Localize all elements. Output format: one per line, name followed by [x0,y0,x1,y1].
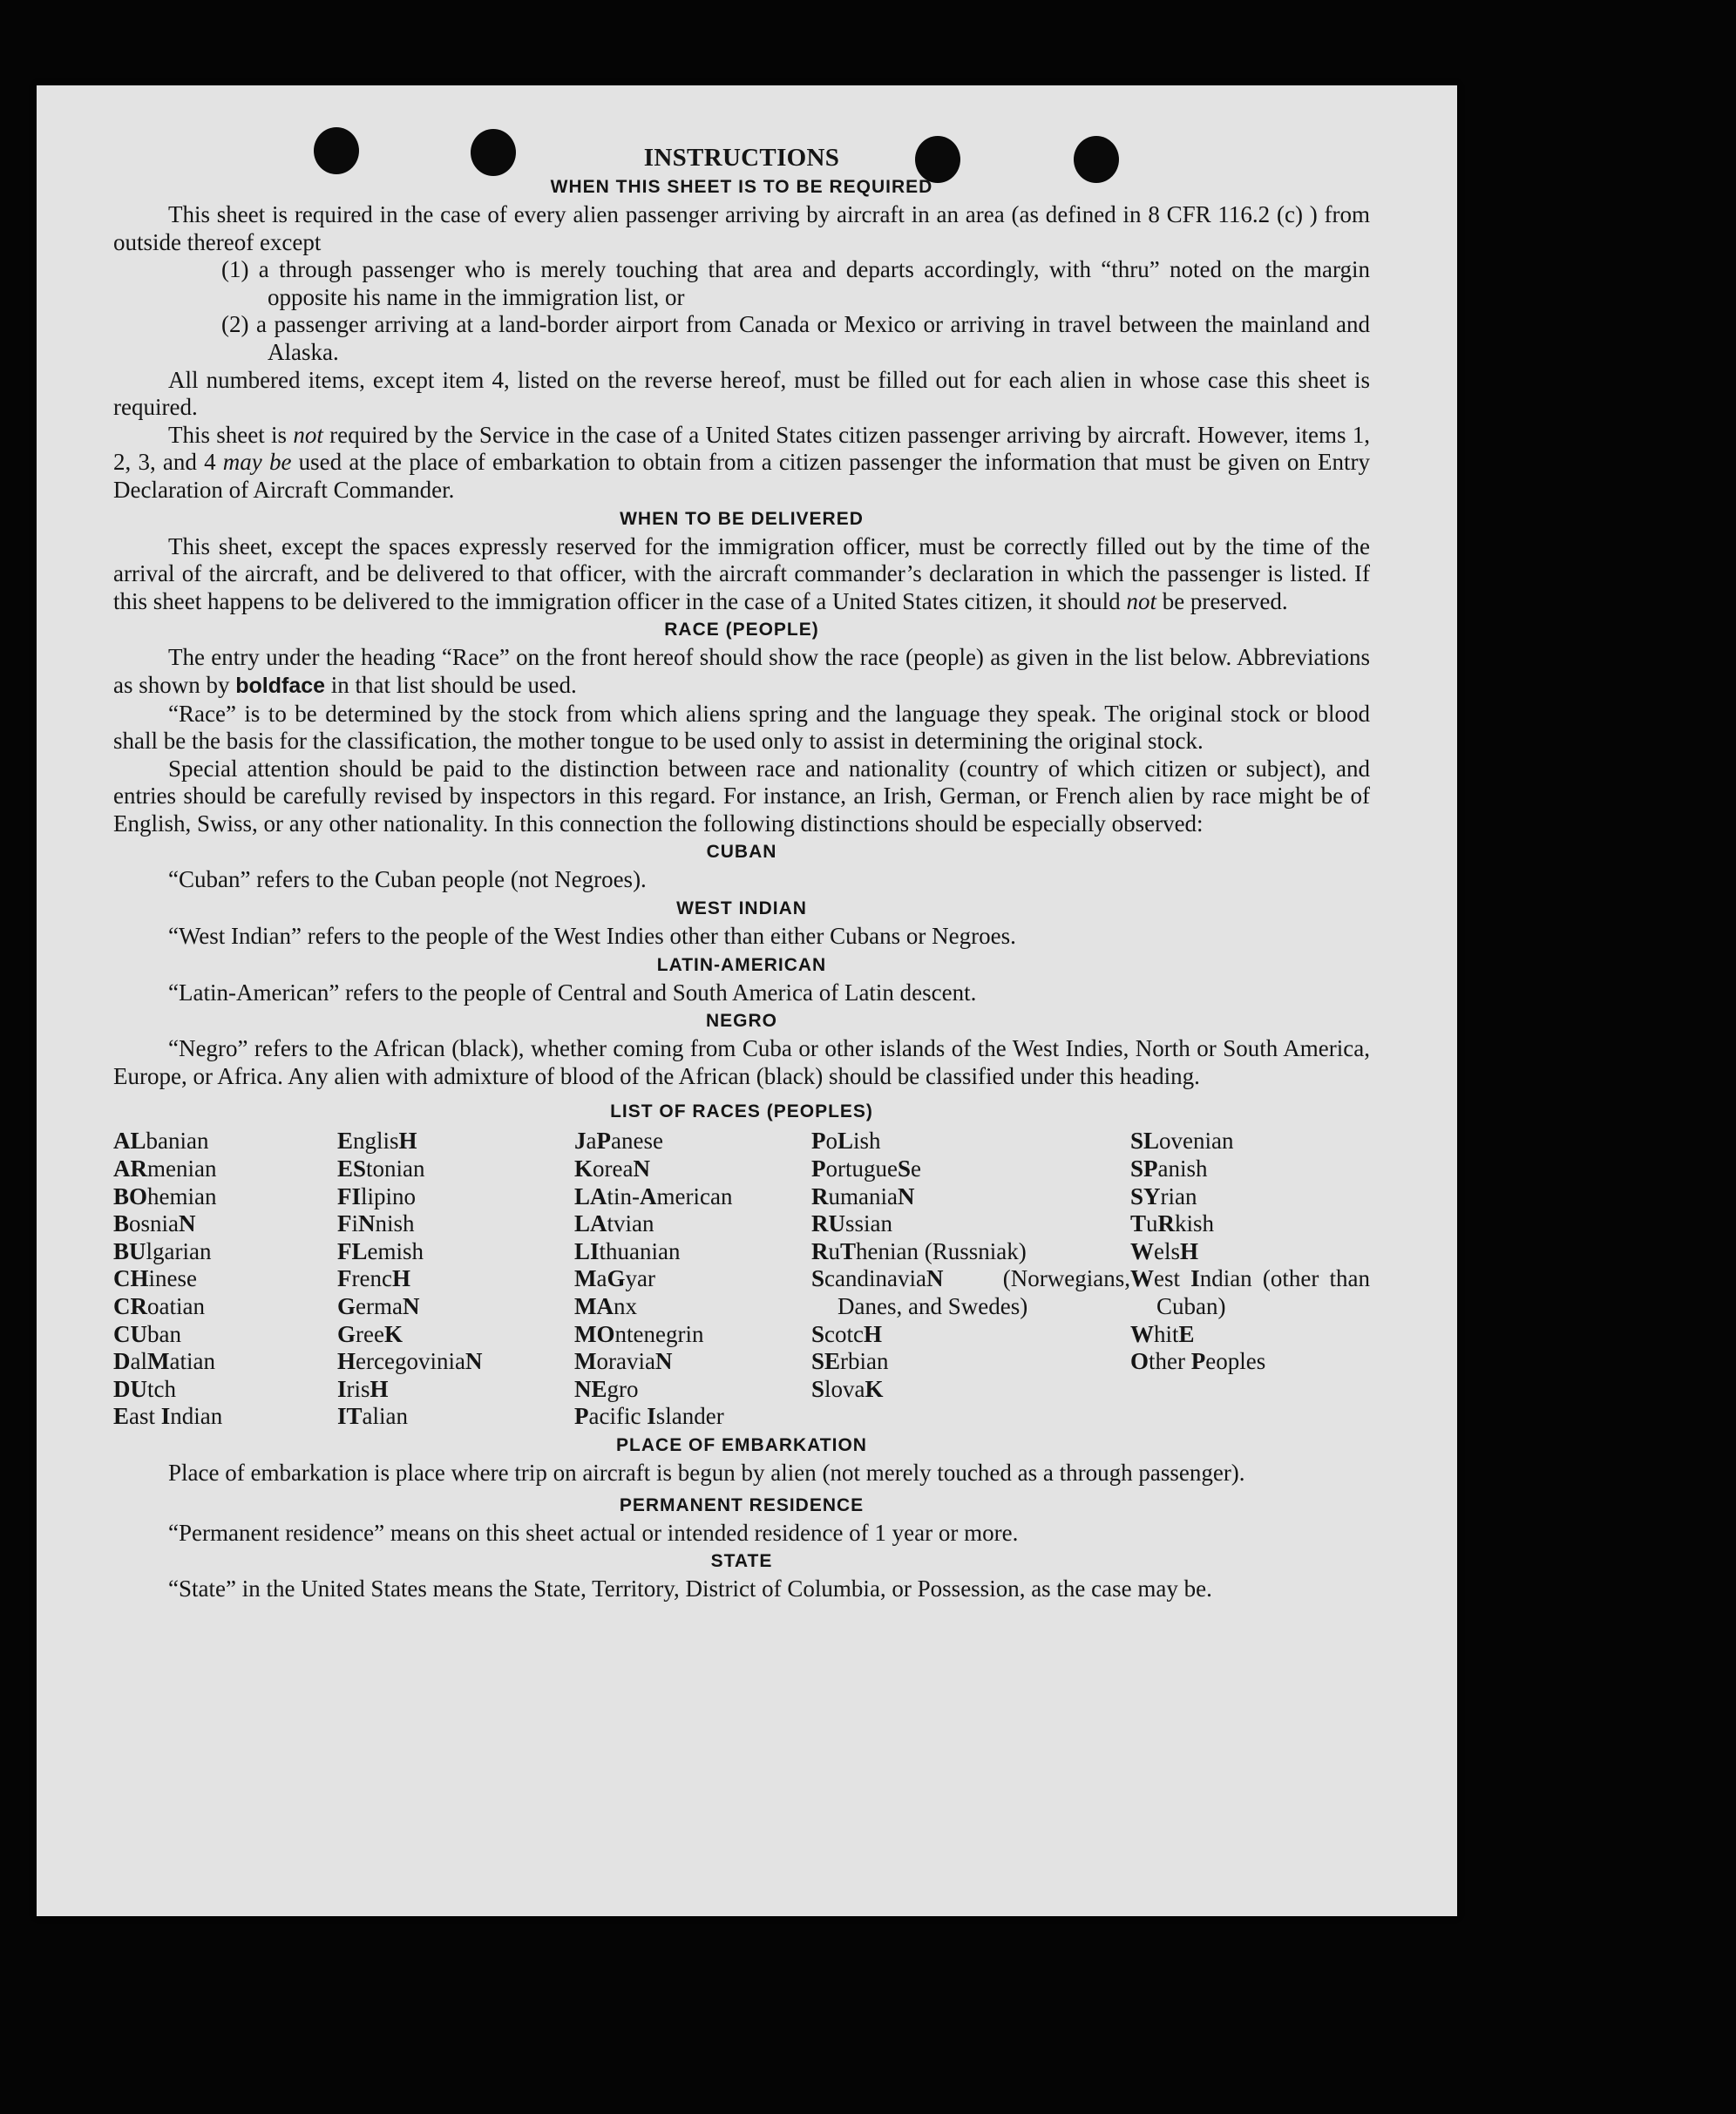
race-entry: EStonian [337,1155,425,1182]
race-entry: HercegoviniaN [337,1348,483,1375]
race-entry: Pacific Islander [574,1403,724,1430]
race-para-2: “Race” is to be determined by the stock from which aliens spring and the language they speak. The original stock or blood shall be the basis for the classification, the mother tongue to be used only to assist in determining the original stock. [113,700,1370,755]
page-title: INSTRUCTIONS [643,144,840,172]
delivered-text: This sheet, except the spaces expressly reserved for the immigration officer, must be correctly filled out by the time of the arrival of the aircraft, and be delivered to that officer, with the aircraft commander’s declaration in which the passenger is listed. If this sheet happens to be delivered to the immigration officer in the case of a United States citizen, it should not be preserved. [113,532,1370,614]
residence-text: “Permanent residence” means on this sheet actual or intended residence of 1 year or more. [168,1519,1019,1546]
race-para-3: Special attention should be paid to the distinction between race and nationality (country of which citizen or subject), and entries should be carefully revised by inspectors in this regard. For instance, an Irish, German, or French alien by race might be of English, Swiss, or any other nationality. In this connection the following distinctions should be especially observed: [113,755,1370,837]
race-entry: BUlgarian [113,1237,212,1264]
race-entry: East Indian [113,1403,223,1430]
race-entry: ARmenian [113,1155,217,1182]
race-entry: RumaniaN [811,1182,915,1209]
race-entry: ScandinaviaN (Norwegians, Danes, and Swedes) [811,1265,1130,1319]
race-entry: KoreaN [574,1155,650,1182]
heading-latin-american: LATIN-AMERICAN [656,954,827,975]
heading-when-required: WHEN THIS SHEET IS TO BE REQUIRED [550,177,933,197]
race-entry: FrencH [337,1265,410,1292]
race-entry: ScotcH [811,1320,883,1347]
heading-list-of-races: LIST OF RACES (PEOPLES) [610,1101,873,1122]
race-entry: LAtvian [574,1210,654,1237]
race-entry: MOntenegrin [574,1320,704,1347]
heading-embarkation: PLACE OF EMBARKATION [616,1434,867,1455]
race-entry: PortugueSe [811,1155,921,1182]
heading-race: RACE (PEOPLE) [664,620,819,640]
race-column-1 [113,1128,337,1431]
race-entry: CUban [113,1320,181,1347]
race-entry: FLemish [337,1237,424,1264]
race-entry: SlovaK [811,1375,884,1402]
state-text: “State” in the United States means the State, Territory, District of Columbia, or Possession, as the case may be. [168,1575,1212,1602]
race-entry: DUtch [113,1375,176,1402]
race-entry: SLovenian [1130,1128,1234,1155]
race-entry: WhitE [1130,1320,1195,1347]
race-entry: LIthuanian [574,1237,681,1264]
required-item-1: (1) a through passenger who is merely touching that area and departs accordingly, with “thru” noted on the margin opposite his name in the immigration list, or [221,256,1370,310]
race-entry: ITalian [337,1403,409,1430]
race-entry: MaGyar [574,1265,655,1292]
race-entry: MAnx [574,1293,637,1319]
instruction-sheet [37,85,1457,1916]
race-entry: NEgro [574,1375,639,1402]
heading-when-delivered: WHEN TO BE DELIVERED [620,508,864,529]
race-entry: GermaN [337,1293,420,1319]
race-entry: RuThenian (Russniak) [811,1237,1027,1264]
race-column-2 [337,1128,574,1431]
heading-residence: PERMANENT RESIDENCE [619,1494,865,1515]
race-column-5 [1130,1128,1370,1431]
embarkation-text: Place of embarkation is place where trip on aircraft is begun by alien (not merely touched as a through passenger). [168,1459,1245,1486]
race-entry: SErbian [811,1348,889,1375]
race-column-3 [574,1128,811,1431]
race-entry: GreeK [337,1320,403,1347]
race-entry: BosniaN [113,1210,196,1237]
required-intro: This sheet is required in the case of every alien passenger arriving by aircraft in an area (as defined in 8 CFR 116.2 (c) ) from outside thereof except [113,201,1370,255]
race-entry: RUssian [811,1210,892,1237]
race-entry: DalMatian [113,1348,215,1375]
race-entry: LAtin-American [574,1182,733,1209]
west-indian-text: “West Indian” refers to the people of the West Indies other than either Cubans or Negroes. [168,923,1016,950]
race-entry: SPanish [1130,1155,1208,1182]
race-entry: PoLish [811,1128,881,1155]
race-entry: West Indian (other than Cuban) [1130,1265,1370,1319]
race-entry: BOhemian [113,1182,217,1209]
race-entry: WelsH [1130,1237,1199,1264]
heading-state: STATE [710,1551,773,1572]
race-list [113,1128,1370,1431]
race-column-4 [811,1128,1130,1431]
negro-text: “Negro” refers to the African (black), whether coming from Cuba or other islands of the West Indies, North or South America, Europe, or Africa. Any alien with admixture of blood of the African (black) should be classified under this heading. [113,1035,1370,1089]
race-entry: MoraviaN [574,1348,673,1375]
latin-american-text: “Latin-American” refers to the people of Central and South America of Latin descent. [168,979,977,1006]
race-entry: JaPanese [574,1128,663,1155]
race-entry: FIlipino [337,1182,417,1209]
race-para-1: The entry under the heading “Race” on the front hereof should show the race (people) as given in the list below. Abbreviations as shown by boldface in that list should be used. [113,644,1370,698]
race-entry: CHinese [113,1265,197,1292]
required-para-3: This sheet is not required by the Service in the case of a United States citizen passenger arriving by aircraft. However, items 1, 2, 3, and 4 may be used at the place of embarkation to obtain from a citizen passenger the information that must be given on Entry Declaration of Aircraft Commander. [113,421,1371,503]
heading-cuban: CUBAN [706,842,777,863]
race-entry: SYrian [1130,1182,1197,1209]
race-entry: TuRkish [1130,1210,1215,1237]
race-entry: IrisH [337,1375,389,1402]
race-entry: FiNnish [337,1210,415,1237]
cuban-text: “Cuban” refers to the Cuban people (not Negroes). [168,866,647,893]
required-para-2: All numbered items, except item 4, listed on the reverse hereof, must be filled out for each alien in whose case this sheet is required. [113,366,1370,421]
required-item-2: (2) a passenger arriving at a land-border airport from Canada or Mexico or arriving in travel between the mainland and Alaska. [221,311,1370,365]
heading-negro: NEGRO [705,1011,777,1032]
race-entry: Other Peoples [1130,1348,1266,1375]
race-entry: EnglisH [337,1128,417,1155]
instructions-content [113,143,1370,1603]
race-entry: CRoatian [113,1293,205,1319]
heading-west-indian: WEST INDIAN [676,898,807,919]
race-entry: ALbanian [113,1128,209,1155]
